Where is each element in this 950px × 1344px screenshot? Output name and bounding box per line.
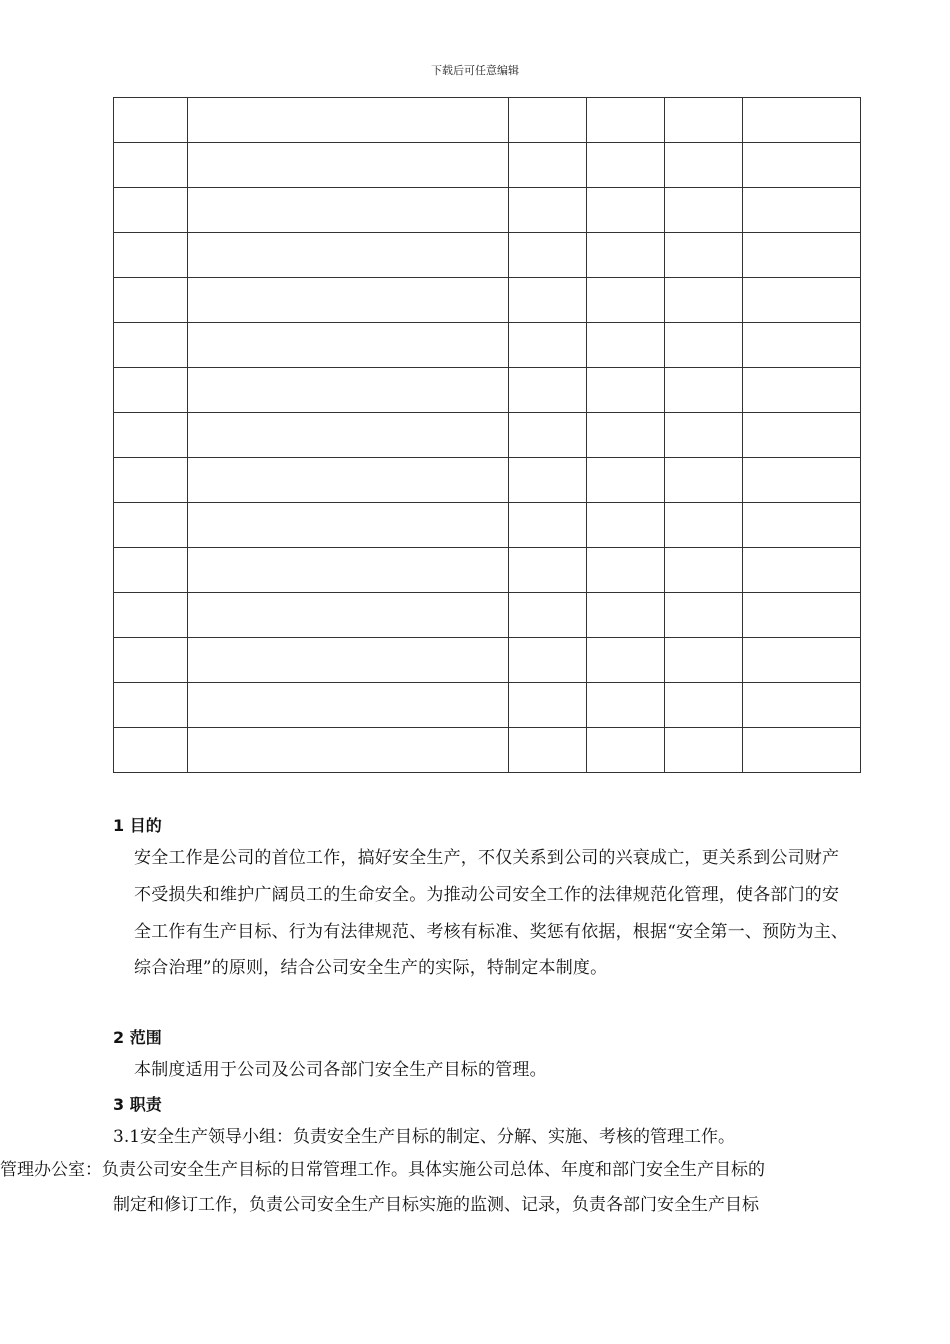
table-cell — [587, 323, 665, 368]
table-row — [114, 728, 861, 773]
table-cell — [587, 458, 665, 503]
header-note: 下载后可任意编辑 — [431, 64, 519, 77]
table-cell — [743, 548, 861, 593]
table-cell — [743, 233, 861, 278]
table-cell — [743, 98, 861, 143]
table-cell — [743, 143, 861, 188]
table-cell — [587, 143, 665, 188]
table-cell — [743, 323, 861, 368]
table-cell — [665, 323, 743, 368]
table-cell — [587, 98, 665, 143]
table-cell — [665, 638, 743, 683]
table-cell — [509, 143, 587, 188]
table-cell — [665, 503, 743, 548]
table-cell — [509, 98, 587, 143]
table-row — [114, 683, 861, 728]
table-cell — [188, 98, 509, 143]
table-cell — [743, 278, 861, 323]
table-row — [114, 188, 861, 233]
table-cell — [188, 503, 509, 548]
table-cell — [665, 233, 743, 278]
table-row — [114, 323, 861, 368]
table-cell — [665, 143, 743, 188]
table-cell — [188, 728, 509, 773]
table-row — [114, 278, 861, 323]
table-cell — [587, 278, 665, 323]
blank-form-table — [113, 97, 861, 773]
table-cell — [587, 188, 665, 233]
table-cell — [665, 98, 743, 143]
table-cell — [114, 548, 188, 593]
table-cell — [587, 413, 665, 458]
duty-item-2-line-2: 制定和修订工作，负责公司安全生产目标实施的监测、记录，负责各部门安全生产目标 — [113, 1195, 759, 1215]
table-cell — [509, 233, 587, 278]
table-cell — [743, 638, 861, 683]
table-cell — [114, 683, 188, 728]
section-body-scope: 本制度适用于公司及公司各部门安全生产目标的管理。 — [134, 1060, 547, 1080]
table-cell — [114, 503, 188, 548]
table-cell — [587, 728, 665, 773]
table-cell — [509, 503, 587, 548]
table-cell — [188, 413, 509, 458]
table-cell — [509, 593, 587, 638]
table-cell — [114, 458, 188, 503]
table-cell — [188, 638, 509, 683]
duty-item-1: 3.1安全生产领导小组：负责安全生产目标的制定、分解、实施、考核的管理工作。 — [113, 1127, 736, 1147]
table-cell — [665, 548, 743, 593]
table-cell — [665, 683, 743, 728]
table-cell — [743, 683, 861, 728]
table-cell — [114, 728, 188, 773]
table-cell — [509, 278, 587, 323]
table-cell — [509, 413, 587, 458]
table-cell — [743, 413, 861, 458]
table-cell — [665, 728, 743, 773]
table-cell — [509, 548, 587, 593]
table-cell — [114, 143, 188, 188]
table-row — [114, 458, 861, 503]
table-row — [114, 233, 861, 278]
table-cell — [587, 593, 665, 638]
table-cell — [587, 638, 665, 683]
section-heading-duties: 3 职责 — [113, 1095, 162, 1114]
table-cell — [743, 593, 861, 638]
table-row — [114, 143, 861, 188]
table-row — [114, 638, 861, 683]
table-cell — [114, 98, 188, 143]
table-row — [114, 593, 861, 638]
duty-item-2-line-1: 管理办公室：负责公司安全生产目标的日常管理工作。具体实施公司总体、年度和部门安全生产目标的 — [0, 1160, 765, 1180]
table-cell — [114, 593, 188, 638]
table-cell — [509, 683, 587, 728]
table-cell — [188, 593, 509, 638]
section-body-purpose: 安全工作是公司的首位工作，搞好安全生产，不仅关系到公司的兴衰成亡，更关系到公司财产不受损失和维护广阔员工的生命安全。为推动公司安全工作的法律规范化管理，使各部门的安全工作有生产目标、行为有法律规范、考核有标准、奖惩有依据，根据“安全第一、预防为主、综合治理”的原则，结合公司安全生产的实际，特制定本制度。 — [134, 848, 849, 979]
table-cell — [188, 323, 509, 368]
table-cell — [114, 188, 188, 233]
table-cell — [665, 593, 743, 638]
table-row — [114, 368, 861, 413]
table-row — [114, 548, 861, 593]
table-cell — [114, 368, 188, 413]
table-cell — [114, 413, 188, 458]
table-cell — [665, 278, 743, 323]
table-cell — [665, 368, 743, 413]
table-cell — [188, 368, 509, 413]
table-cell — [743, 458, 861, 503]
table-cell — [743, 503, 861, 548]
section-heading-purpose: 1 目的 — [113, 816, 162, 835]
table-row — [114, 503, 861, 548]
table-cell — [743, 728, 861, 773]
table-cell — [509, 323, 587, 368]
table-cell — [665, 413, 743, 458]
table-cell — [587, 368, 665, 413]
table-cell — [509, 728, 587, 773]
table-cell — [188, 278, 509, 323]
table-cell — [188, 458, 509, 503]
table-cell — [743, 188, 861, 233]
table-cell — [188, 683, 509, 728]
table-cell — [114, 638, 188, 683]
table-cell — [587, 683, 665, 728]
table-cell — [114, 233, 188, 278]
table-cell — [188, 188, 509, 233]
table-cell — [114, 323, 188, 368]
table-cell — [509, 638, 587, 683]
table-cell — [114, 278, 188, 323]
table-cell — [188, 548, 509, 593]
table-cell — [587, 548, 665, 593]
table-cell — [587, 233, 665, 278]
table-cell — [509, 458, 587, 503]
table-cell — [188, 233, 509, 278]
table-row — [114, 413, 861, 458]
section-heading-scope: 2 范围 — [113, 1028, 162, 1047]
table-cell — [188, 143, 509, 188]
table-cell — [587, 503, 665, 548]
table-cell — [665, 458, 743, 503]
table-cell — [509, 188, 587, 233]
table-cell — [509, 368, 587, 413]
table-row — [114, 98, 861, 143]
table-cell — [665, 188, 743, 233]
table-cell — [743, 368, 861, 413]
